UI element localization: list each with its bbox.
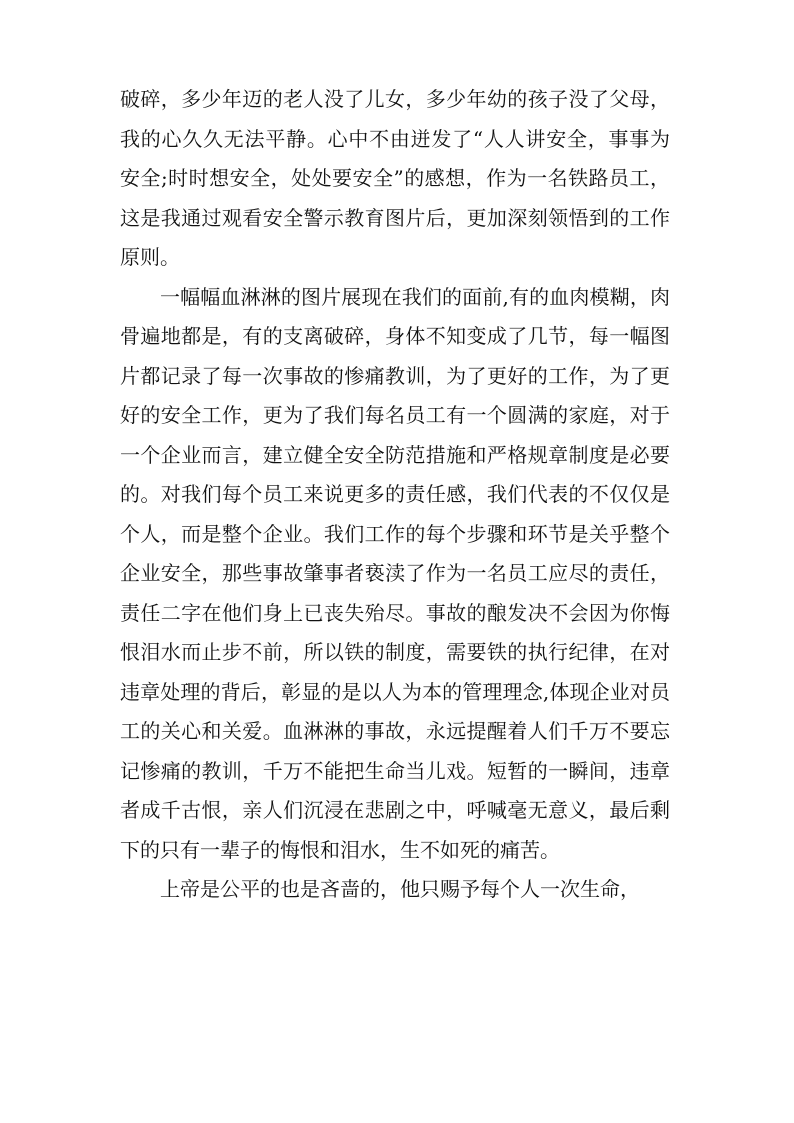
paragraph-continuation: 破碎，多少年迈的老人没了儿女，多少年幼的孩子没了父母，我的心久久无法平静。心中不由迸发了“人人讲安全，事事为安全;时时想安全，处处要安全”的感想，作为一名铁路员工，这是我通过观看安全警示教育图片后，更加深刻领悟到的工作原则。 [120, 87, 670, 269]
paragraph-life-once: 上帝是公平的也是吝啬的，他只赐予每个人一次生命， [160, 877, 640, 901]
document-page [120, 80, 670, 910]
paragraph-accident-pictures: 一幅幅血淋淋的图片展现在我们的面前,有的血肉模糊，肉骨遍地都是，有的支离破碎，身体不知变成了几节，每一幅图片都记录了每一次事故的惨痛教训，为了更好的工作，为了更好的安全工作，更为了我们每名员工有一个圆满的家庭，对于一个企业而言，建立健全安全防范措施和严格规章制度是必要的。对我们每个员工来说更多的责任感，我们代表的不仅仅是个人，而是整个企业。我们工作的每个步骤和环节是关乎整个企业安全，那些事故肇事者亵渎了作为一名员工应尽的责任，责任二字在他们身上已丧失殆尽。事故的酿发决不会因为你悔恨泪水而止步不前，所以铁的制度，需要铁的执行纪律，在对违章处理的背后，彰显的是以人为本的管理理念,体现企业对员工的关心和关爱。血淋淋的事故，永远提醒着人们千万不要忘记惨痛的教训，千万不能把生命当儿戏。短暂的一瞬间，违章者成千古恨，亲人们沉浸在悲剧之中，呼喊毫无意义，最后剩下的只有一辈子的悔恨和泪水，生不如死的痛苦。 [120, 284, 670, 862]
